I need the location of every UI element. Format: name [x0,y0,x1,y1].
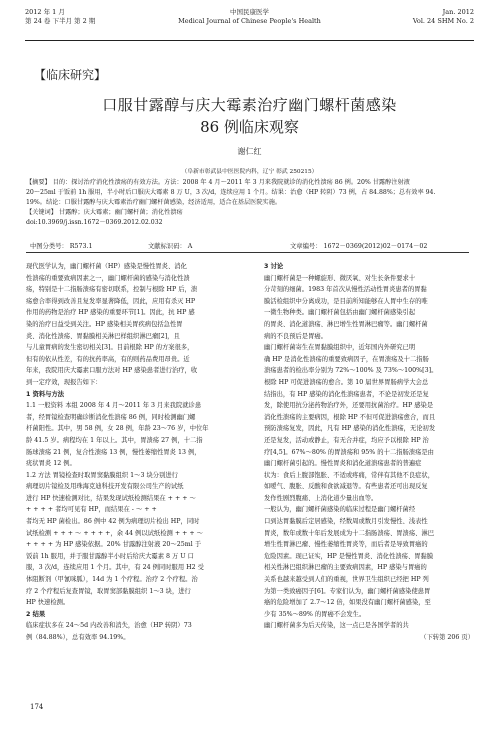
body-line: 的胃炎、消化道溃疡、淋巴增生性胃淋巴瘤等。幽门螺杆菌 [264,320,428,328]
clc-number: 中图分类号： R573.1 [30,243,93,250]
body-line: 疣状胃炎 12 例。 [26,460,76,468]
body-line: 一微生物种类。幽门螺杆菌包括由幽门螺杆菌感染引起 [264,309,416,317]
body-line: + + + + 为 HP 感染依据。20% 甘露醇注射液 20～25ml 于 [26,541,202,549]
abstract [26,178,469,228]
body-line: 作用的药物是治疗 HP 感染的重要环节[1]。因此，抗 HP 感 [26,309,195,317]
body-line: 发，除使用抗分泌药物治疗外，还要用抗菌治疗。HP 感染是 [264,402,434,410]
body-line: 例（84.88%），总有效率 94.19%。 [26,634,130,641]
body-line: 癌的危险增加了 2.7～12 倍，如果没有幽门螺杆菌感染，至 [264,599,431,607]
header-date: 2012 年 1 月 [25,8,65,16]
body-line: 炎、消化性溃疡、胃黏膜相关淋巴样组织淋巴瘤[2]，且 [26,332,180,340]
continued-note: （下转第 206 页） [420,634,474,641]
body-line: 到一定疗效，现报告如下： [26,378,102,386]
body-line: 1.1 一般资料 本组 2008 年 4 月～2011 年 3 月来我院就诊患 [26,402,202,410]
body-line: 与儿童胃病的发生密切相关[3]。目前根除 HP 的方案很多， [26,344,194,352]
body-line: 溃疡患者的检出率分别为 72%～100% 及 73%～100%[3]。 [264,367,438,375]
body-line: 试纸检测 + + + ～ + + + +，余 44 例以试纸检测 + + + ～ [26,529,203,537]
body-line: 病理切片镜检及用珠海克迪科技开发有限公司生产的试纸 [26,483,184,491]
body-line: 疡愈合率得到改善且复发率显著降低，因此，应用有杀灭 HP [26,297,196,305]
body-line: 根除 HP 可促进溃疡的愈合。第 10 届世界胃肠病学大会总 [264,378,429,386]
body-line: 服，3 次/d，连续应用 1 个月。其中，有 24 例同时服用 H2 受 [26,564,204,572]
body-line: 口到达胃黏膜后定居感染，经数周或数月引发慢性、浅表性 [264,518,428,526]
article-id: 文章编号： 1672－0369(2012)02－0174－02 [290,243,428,250]
body-line: 饭前 1h 服用，并于服甘露醇半小时后给庆大霉素 8 万 U 口 [26,552,194,560]
abstract-line: 19%。结论：口服甘露醇与庆大霉素治疗幽门螺杆菌感染，经济适用，适合在基层医院实施。 [26,199,282,206]
body-line: 进行 HP 快速检测对比，结果发现试纸检测结果在 + + + ～ [26,494,196,502]
header-volume-en: Vol. 24 SHM No. 2 [412,17,474,25]
body-line: 发作性剧烈腹痛、上消化道少量出血等。 [264,494,378,502]
header-rule [25,40,474,41]
body-line: 相关性淋巴组织淋巴瘤的主要致病因素，HP 感染与胃癌的 [264,564,427,572]
body-line: 关系也越来越受到人们的重视，世界卫生组织已经把 HP 列 [264,576,429,584]
abstract-rule [26,252,469,253]
article-title-line1: 口服甘露醇与庆大霉素治疗幽门螺杆菌感染 [102,96,397,114]
body-right-column [264,261,474,644]
body-line: 膜活检组织中分离成功，是目前所知能够在人胃中生存的唯 [264,297,428,305]
body-line: 性溃疡的重要致病因素之一，幽门螺杆菌的感染与消化性溃 [26,274,190,282]
body-line: 为第一类致癌因子[6]。专家们认为，幽门螺杆菌感染使患胃 [264,587,431,595]
body-line: 幽门螺杆菌寄生在胃黏膜组织中，近年国内外研究已明 [264,344,416,352]
body-line: 2 结果 [26,610,46,618]
body-line: + + + + 者均可见有 HP，而结果在 - ～ + + [26,506,157,514]
body-line: 状为：食后上腹部饱胀、不适或疼痛，常伴有其他不良症状， [264,471,435,479]
body-line: 3 讨论 [264,263,284,270]
body-line: 一般认为，幽门螺杆菌感染的临床过程是幽门螺杆菌经 [264,506,416,514]
body-line: 杆菌阳性。其中，男 58 例，女 28 例，年龄 23～76 岁，中位年 [26,425,209,433]
header-center [25,8,474,26]
body-line: 1 资料与方法 [26,390,65,398]
body-line: 如嗳气、腹胀、反酸和食欲减退等。有些患者还可出现反复 [264,483,428,491]
body-line: 消化性溃疡的主要病因，根除 HP 不但可促进溃疡愈合，而且 [264,413,436,421]
body-line: 胃炎，数年或数十年后发展成为十二指肠溃疡、胃溃疡、淋巴 [264,529,435,537]
body-line: 疡，特别是十二指肠溃疡有密切联系，控制与根除 HP 后，溃 [26,286,198,294]
body-line: 者，经胃镜检查明确诊断消化性溃疡 86 例，同时检测幽门螺 [26,413,196,421]
body-line: 分苛刻的细菌。1983 年首次从慢性活动性胃炎患者的胃黏 [264,286,427,294]
body-line: 年来，我院用庆大霉素口服方法对 HP 感染患者进行治疗，收 [26,367,198,375]
body-line: 少有 35%～89% 的胃癌不会发生。 [264,610,366,618]
body-line: 幽门螺杆菌多为后天传染，这一点已是各国学者的共 [264,622,409,630]
body-line: 疗[4,5]。67%～80% 的胃溃疡和 95% 的十二指肠溃疡是由 [264,448,434,456]
abstract-line: 20～25ml 于饭前 1h 服用，半小时后口服庆大霉素 8 万 U，3 次/d，连续应用 1 个月。结果：治愈（HP 转阴）73 例，占 84.88%；总有效率 94. [26,189,436,196]
body-line: 病的不良预后是胃癌。 [264,332,327,340]
body-line: 还是复发，活动或静止，有无合并症，均应予以根除 HP 治 [264,436,429,444]
running-header [25,8,474,48]
body-line: 肠球溃疡 21 例，复合性溃疡 13 例，慢性萎缩性胃炎 13 例， [26,448,201,456]
doi: doi:10.3969/j.issn.1672－0369.2012.02.032 [26,219,163,226]
body-line: 结指出，有 HP 感染的消化性溃疡患者，不论是初发还是复 [264,390,429,398]
body-line: 幽门螺杆菌引起的。慢性胃炎和消化道溃疡患者的普遍症 [264,460,422,468]
abstract-line: 【摘要】 目的：探讨治疗消化性溃疡的有效方法。方法：2008 年 4 月～2011 年 3 月来我院就诊的消化性溃疡 86 例。20% 甘露醇注射液 [26,179,410,186]
page-number: 174 [30,703,44,711]
author: 谢仁红 [237,147,262,156]
body-line: 龄 41.5 岁。病程均在 1 年以上。其中，胃溃疡 27 例，十二指 [26,436,203,444]
section-tag: 【临床研究】 [34,68,107,82]
keywords: 【关键词】 甘露醇；庆大霉素；幽门螺杆菌；消化性溃疡 [26,209,183,216]
journal-name-en: Medical Journal of Chinese People's Health [178,17,321,25]
body-left-column [26,261,231,644]
body-line: 1.2 方法 胃镜检查时取胃窦黏膜组织 1～3 块分别进行 [26,471,178,479]
body-line: 确 HP 是消化性溃疡的重要致病因子，在胃溃疡及十二指肠 [264,355,429,363]
body-line: 染的治疗日益受到关注。HP 感染相关胃疾病包括急性胃 [26,320,183,328]
document-code: 文献标识码： A [148,243,193,250]
header-volume: 第 24 卷 下半月 第 2 期 [25,17,96,25]
body-line: 临床症状多在 24～5d 内改善和消失，治愈（HP 转阴）73 [26,622,192,630]
journal-name-cn: 中国民康医学 [230,8,269,16]
body-line: 幽门螺杆菌是一种螺旋形、微厌氧、对生长条件要求十 [264,274,416,282]
body-line: HP 快速检测。 [26,599,70,607]
article-title-line2: 86 例临床观察 [200,118,299,136]
header-right [413,8,474,26]
body-line: 疗 2 个疗程后复查胃镜，取胃窦部黏膜组织 1～3 块，进行 [26,587,191,595]
body-line: 预防溃疡复发，因此，凡有 HP 感染的消化性溃疡，无论初发 [264,425,436,433]
body-line: 增生性胃淋巴瘤、慢性萎缩性胃炎等，而后者是导致胃癌的 [264,541,428,549]
body-line: 但有的依从性差，有的抗药率高，有的则药品费用昂贵。近 [26,355,190,363]
body-line: 体阻断剂（甲氰咪胍），14d 为 1 个疗程。治疗 2 个疗程。治 [26,576,198,584]
body-line: 现代医学认为，幽门螺杆菌（HP）感染是慢性胃炎、消化 [26,263,187,270]
body-line: 危险因素。现已证实，HP 是慢性胃炎、消化性溃疡、胃黏膜 [264,552,434,560]
body-line: 者均无 HP 菌检出。86 例中 42 例为病理切片检出 HP，同时 [26,518,200,526]
header-date-en: Jan. 2012 [442,8,474,16]
affiliation: （阜新市彰武县中医医院内科，辽宁 彰武 250215） [181,169,318,175]
